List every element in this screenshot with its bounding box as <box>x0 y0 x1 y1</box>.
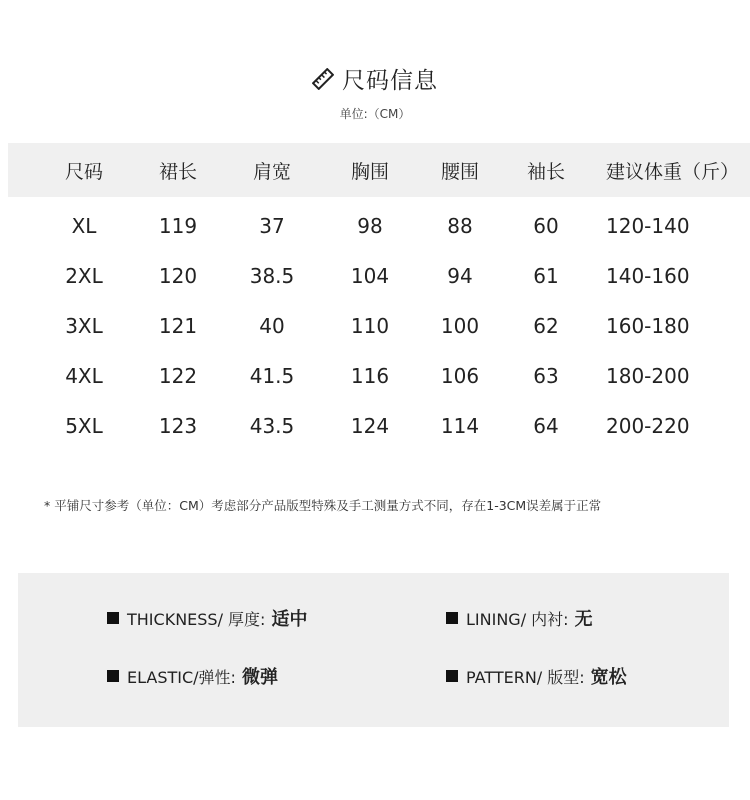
table-cell: XL <box>71 214 97 238</box>
property-value: 无 <box>574 609 593 630</box>
table-cell: 140-160 <box>606 264 690 288</box>
table-cell: 3XL <box>65 314 103 338</box>
table-cell: 38.5 <box>249 264 295 288</box>
properties-panel <box>18 573 729 727</box>
property-pattern <box>446 664 627 688</box>
header-cell: 裙长 <box>158 160 197 183</box>
table-cell: 119 <box>158 214 198 238</box>
property-thickness <box>107 606 307 630</box>
size-table <box>8 143 750 451</box>
table-cell: 124 <box>350 414 390 438</box>
unit-label: 单位:（CM） <box>339 107 411 121</box>
measurement-note: * 平铺尺寸参考（单位：CM）考虑部分产品版型特殊及手工测量方式不同，存在1-3CM误差属于正常 <box>44 498 602 513</box>
bullet-square-icon <box>446 612 458 624</box>
table-cell: 123 <box>158 414 198 438</box>
table-cell: 94 <box>447 264 473 288</box>
table-cell: 43.5 <box>249 414 295 438</box>
table-cell: 120 <box>158 264 198 288</box>
table-cell: 120-140 <box>606 214 690 238</box>
table-cell: 41.5 <box>249 364 295 388</box>
property-elastic <box>107 664 278 688</box>
property-label: THICKNESS/ 厚度: <box>127 609 266 629</box>
table-header <box>8 143 750 197</box>
table-cell: 61 <box>533 264 559 288</box>
table-cell: 100 <box>440 314 480 338</box>
table-cell: 200-220 <box>606 414 690 438</box>
property-lining <box>446 606 593 630</box>
property-value: 微弹 <box>241 667 278 688</box>
property-label: LINING/ 内衬: <box>466 609 569 629</box>
table-cell: 114 <box>440 414 480 438</box>
ruler-icon <box>312 68 334 90</box>
table-cell: 40 <box>259 314 285 338</box>
bullet-square-icon <box>107 612 119 624</box>
table-cell: 37 <box>259 214 285 238</box>
header-cell: 腰围 <box>440 160 479 183</box>
table-cell: 60 <box>533 214 559 238</box>
header-cell: 肩宽 <box>252 160 291 183</box>
table-cell: 104 <box>350 264 390 288</box>
bullet-square-icon <box>446 670 458 682</box>
table-cell: 62 <box>533 314 559 338</box>
table-row <box>8 301 750 351</box>
property-label: ELASTIC/弹性: <box>127 667 236 687</box>
header-cell: 尺码 <box>64 160 103 183</box>
page-title: 尺码信息 <box>342 68 438 94</box>
table-cell: 64 <box>533 414 559 438</box>
table-cell: 5XL <box>65 414 103 438</box>
table-row <box>8 201 750 251</box>
table-cell: 106 <box>440 364 480 388</box>
header-cell: 胸围 <box>350 160 389 183</box>
table-cell: 121 <box>158 314 198 338</box>
table-cell: 180-200 <box>606 364 690 388</box>
table-cell: 122 <box>158 364 198 388</box>
table-cell: 116 <box>350 364 390 388</box>
property-value: 适中 <box>271 609 308 630</box>
page-header <box>0 62 750 94</box>
table-cell: 4XL <box>65 364 103 388</box>
table-row <box>8 251 750 301</box>
table-body <box>8 197 750 451</box>
table-cell: 110 <box>350 314 390 338</box>
table-cell: 63 <box>533 364 559 388</box>
bullet-square-icon <box>107 670 119 682</box>
table-row <box>8 351 750 401</box>
table-cell: 2XL <box>65 264 103 288</box>
header-cell: 建议体重（斤） <box>606 160 740 183</box>
table-cell: 98 <box>357 214 383 238</box>
property-value: 宽松 <box>590 667 627 688</box>
property-label: PATTERN/ 版型: <box>466 667 585 687</box>
table-row <box>8 401 750 451</box>
table-cell: 160-180 <box>606 314 690 338</box>
table-cell: 88 <box>447 214 473 238</box>
header-cell: 袖长 <box>526 160 565 183</box>
